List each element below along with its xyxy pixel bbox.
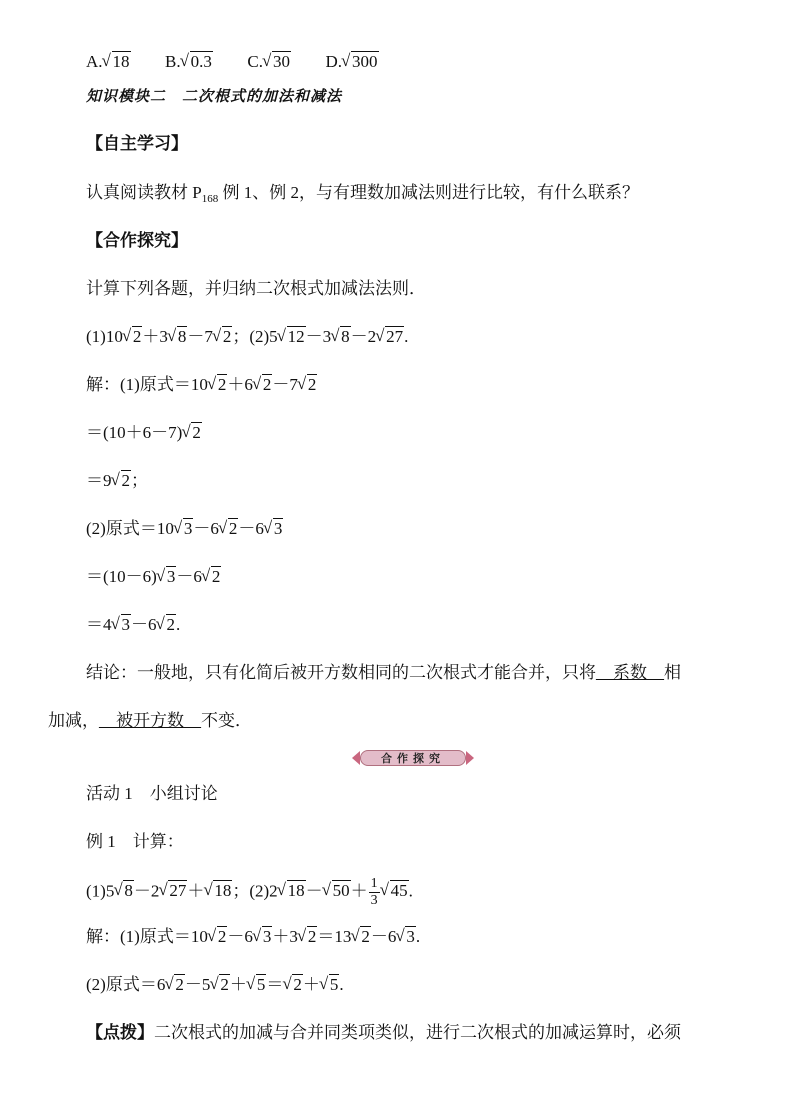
module-title: 知识模块二 二次根式的加法和减法 (86, 89, 343, 105)
arrow-left-icon (352, 751, 360, 765)
example-solution-1: 解：(1)原式＝10√ 2－6√ 3＋3√ 2＝13√ 2－6√ 3. (86, 925, 420, 949)
option-c-label: C. (247, 52, 263, 71)
options-line (86, 50, 379, 74)
solution-2-line-3: ＝4√ 3－6√ 2. (86, 613, 180, 637)
example-solution-2: (2)原式＝6√ 2－5√ 2＋√ 5＝√ 2＋√ 5. (86, 973, 344, 997)
coop-intro: 计算下列各题，并归纳二次根式加减法法则． (86, 279, 426, 298)
option-b-label: B. (165, 52, 181, 71)
blank-radicand: __被开方数__ (99, 711, 201, 730)
conclusion-line-2: 加减，__被开方数__不变． (48, 711, 252, 730)
tip-label: 【点拨】 (86, 1023, 154, 1042)
option-b-radical: √ 0.3 (182, 50, 213, 74)
example-questions: (1)5√ 8－2√ 27＋√ 18；(2)2√ 18－√ 50＋ $\frac{1}{3}$ √ 45. (86, 876, 413, 909)
tip-line: 【点拨】二次根式的加减与合并同类项类似，进行二次根式的加减运算时，必须 (86, 1023, 681, 1042)
coop-questions: (1)10√ 2＋3√ 8－7√ 2；(2)5√ 12－3√ 8－2√ 27. (86, 325, 408, 349)
option-d-label: D. (325, 52, 342, 71)
conclusion-line-1: 结论：一般地，只有化简后被开方数相同的二次根式才能合并，只将__系数__相 (86, 663, 681, 682)
solution-2-line-2: ＝(10－6)√ 3－6√ 2 (86, 565, 221, 589)
blank-coefficient: __系数__ (596, 663, 664, 682)
solution-1-line-1: 解：(1)原式＝10√ 2＋6√ 2－7√ 2 (86, 373, 317, 397)
option-a-label: A. (86, 52, 103, 71)
option-c-radical: √ 30 (264, 50, 291, 74)
coop-heading: 【合作探究】 (86, 231, 188, 250)
solution-1-line-2: ＝(10＋6－7)√ 2 (86, 421, 202, 445)
arrow-right-icon (466, 751, 474, 765)
coop-explore-banner: 合作探究 (352, 750, 474, 766)
solution-1-line-3: ＝9√ 2； (86, 469, 148, 493)
fraction-one-third: $\frac{1}{3}$ (370, 876, 378, 908)
activity-heading: 活动 1 小组讨论 (86, 784, 218, 803)
self-study-heading: 【自主学习】 (86, 134, 188, 153)
option-d-radical: √ 300 (343, 50, 379, 74)
example-label: 例 1 计算： (86, 832, 184, 851)
option-a-radical: √ 18 (104, 50, 131, 74)
solution-2-line-1: (2)原式＝10√ 3－6√ 2－6√ 3 (86, 517, 283, 541)
self-study-text: 认真阅读教材 $P_{168}$ 例 1、例 2，与有理数加减法则进行比较，有什么联系？ (86, 183, 639, 205)
